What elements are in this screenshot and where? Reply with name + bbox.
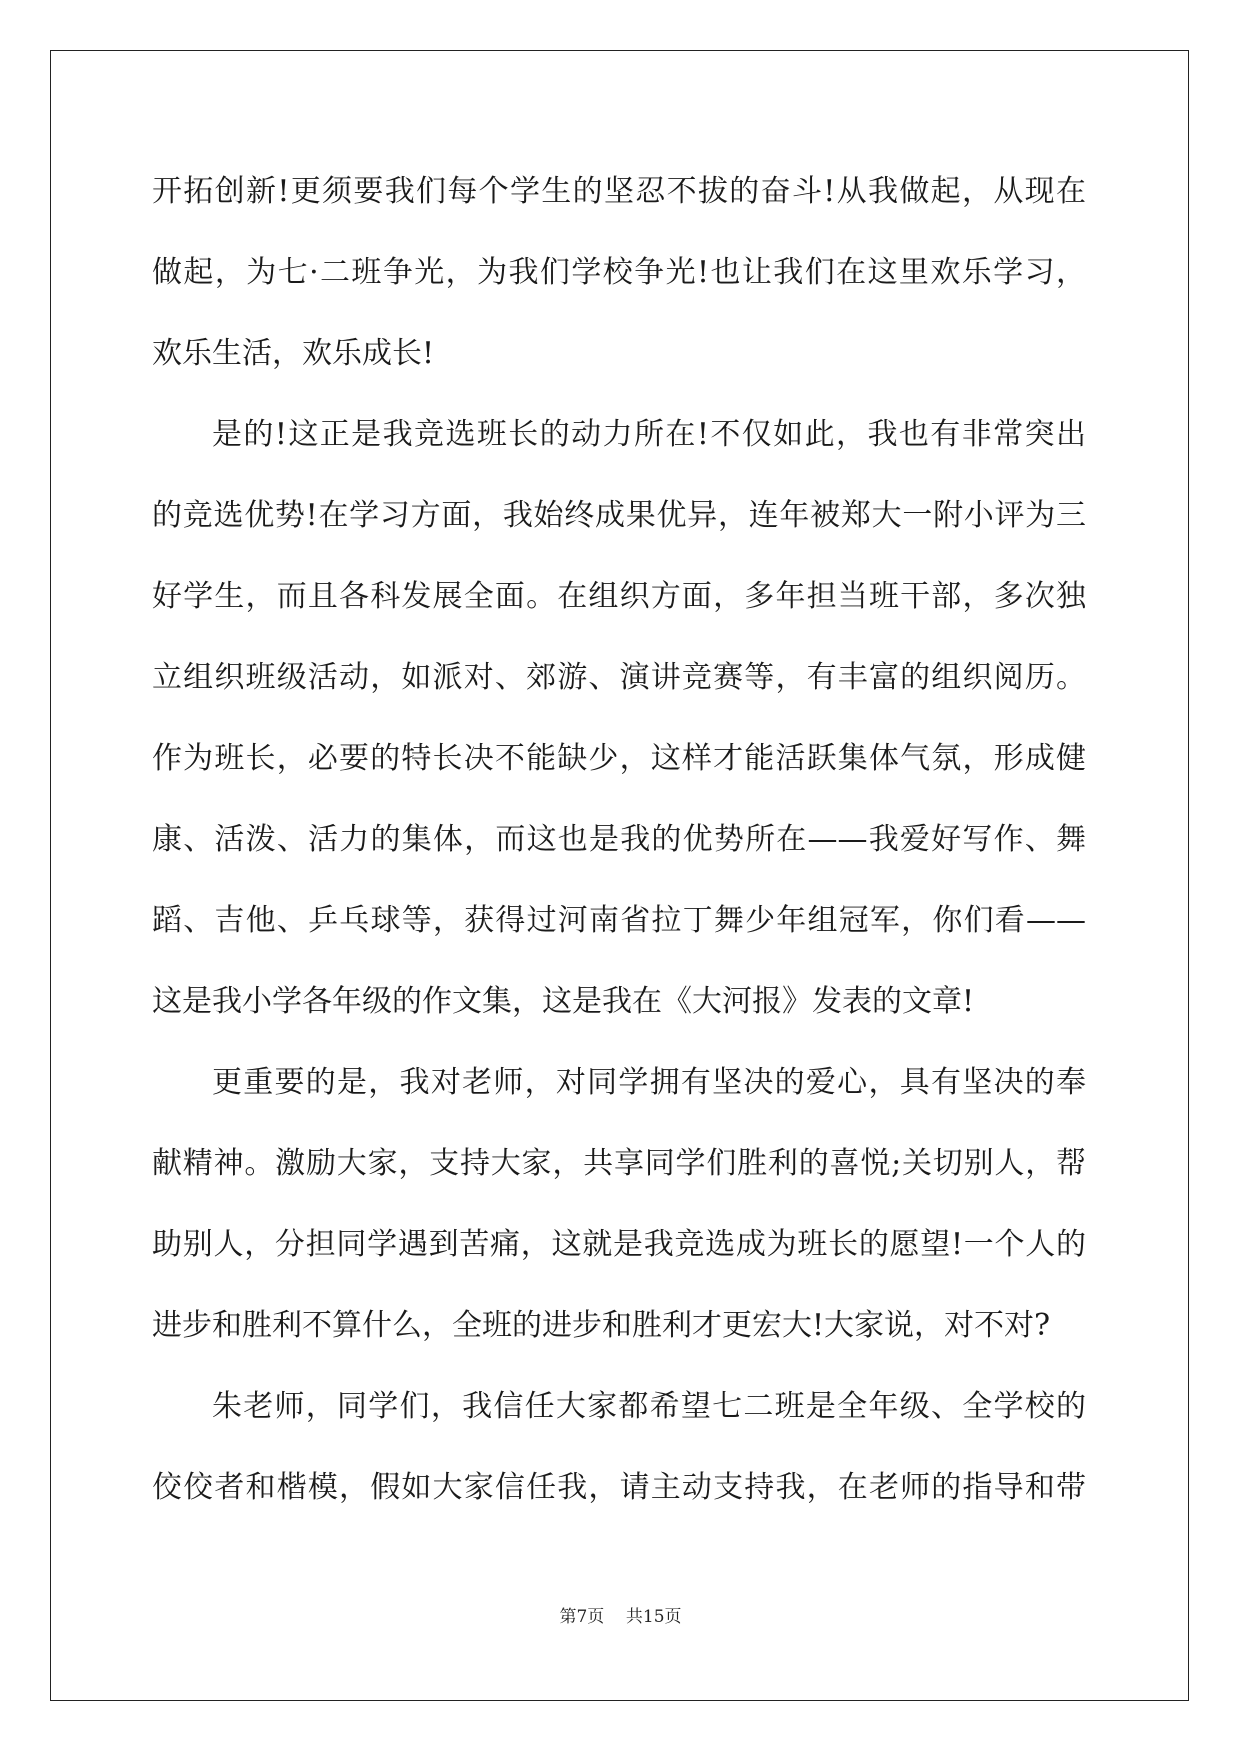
text-line: 做起，为七·二班争光，为我们学校争光!也让我们在这里欢乐学习，: [152, 255, 1086, 290]
text-line: 是的!这正是我竞选班长的动力所在!不仅如此，我也有非常突出: [212, 417, 1086, 452]
page-footer: [0, 1602, 1241, 1627]
text-line: 这是我小学各年级的作文集，这是我在《大河报》发表的文章!: [152, 984, 975, 1019]
text-line: 朱老师，同学们，我信任大家都希望七二班是全年级、全学校的: [212, 1389, 1086, 1424]
text-line: 助别人，分担同学遇到苦痛，这就是我竞选成为班长的愿望!一个人的: [152, 1227, 1086, 1262]
text-line: 献精神。激励大家，支持大家，共享同学们胜利的喜悦;关切别人，帮: [152, 1146, 1086, 1181]
text-line: 蹈、吉他、乒乓球等，获得过河南省拉丁舞少年组冠军，你们看——: [152, 903, 1086, 938]
text-line: 更重要的是，我对老师，对同学拥有坚决的爱心，具有坚决的奉: [212, 1065, 1086, 1100]
text-line: 开拓创新!更须要我们每个学生的坚忍不拔的奋斗!从我做起，从现在: [152, 174, 1086, 209]
text-line: 作为班长，必要的特长决不能缺少，这样才能活跃集体气氛，形成健: [152, 741, 1086, 776]
text-line: 立组织班级活动，如派对、郊游、演讲竞赛等，有丰富的组织阅历。: [152, 660, 1086, 695]
text-line: 康、活泼、活力的集体，而这也是我的优势所在——我爱好写作、舞: [152, 822, 1086, 857]
text-line: 欢乐生活，欢乐成长!: [152, 336, 435, 371]
page-total: 共15页: [625, 1607, 682, 1627]
text-line: 好学生，而且各科发展全面。在组织方面，多年担当班干部，多次独: [152, 579, 1086, 614]
text-line: 进步和胜利不算什么，全班的进步和胜利才更宏大!大家说，对不对?: [152, 1308, 1051, 1343]
text-line: 佼佼者和楷模，假如大家信任我，请主动支持我，在老师的指导和带: [152, 1470, 1086, 1505]
page-number: 第7页: [559, 1607, 605, 1627]
text-line: 的竞选优势!在学习方面，我始终成果优异，连年被郑大一附小评为三: [152, 498, 1086, 533]
document-body: [152, 162, 1086, 1539]
